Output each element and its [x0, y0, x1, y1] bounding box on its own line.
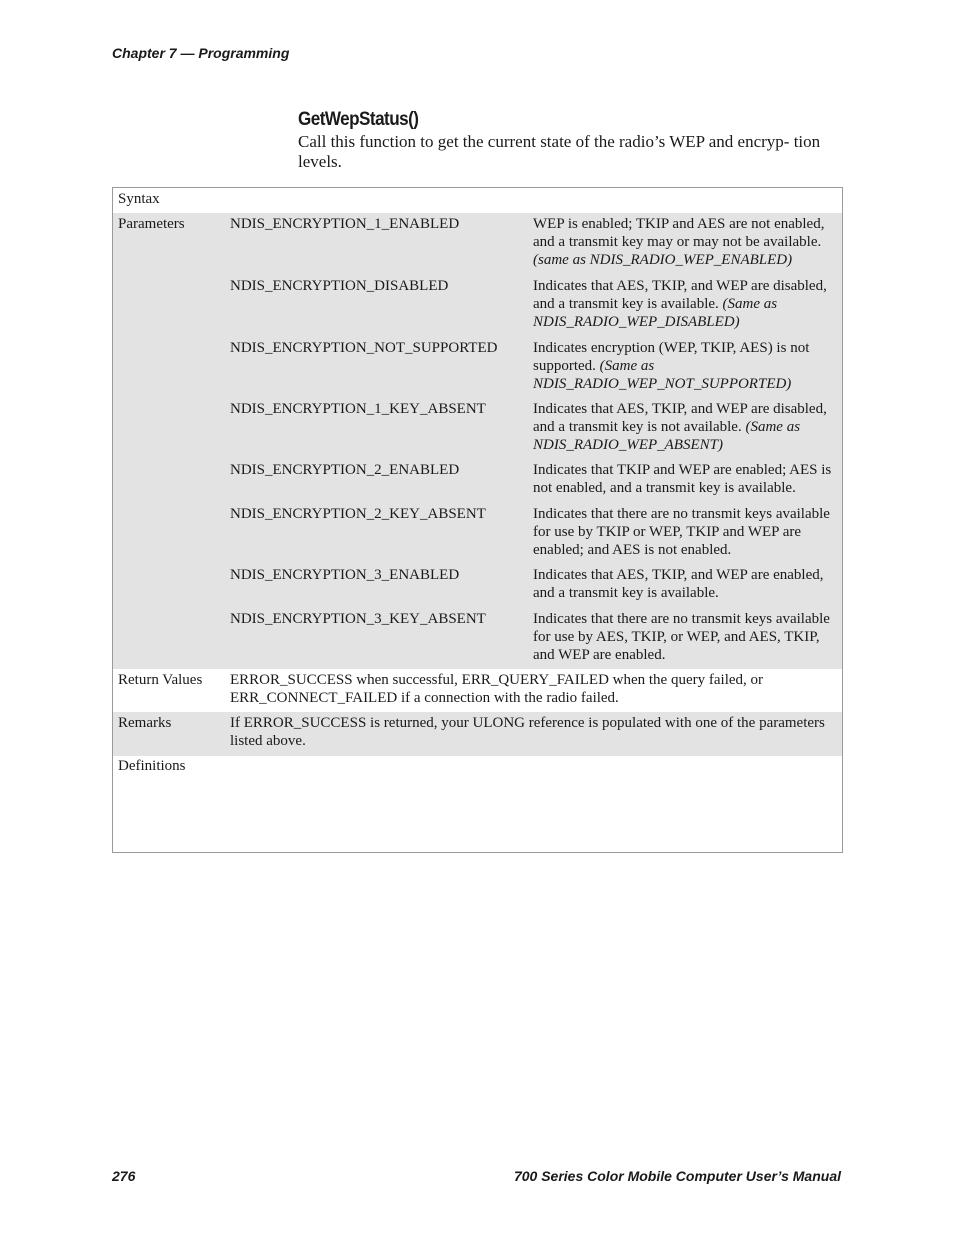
parameter-description — [533, 505, 839, 559]
parameter-description — [533, 339, 839, 393]
parameter-note: (Same as NDIS_RADIO_WEP_ABSENT) — [533, 419, 801, 453]
parameter-note: (Same as NDIS_RADIO_WEP_DISABLED) — [533, 296, 778, 330]
parameter-desc-text: Indicates that there are no transmit keys available for use by AES, TKIP, or WEP, and AES, TKIP, and WEP are enabled. — [533, 611, 830, 663]
function-description: Call this function to get the current state of the radio’s WEP and encryp- tion levels. — [298, 132, 821, 171]
parameter-name: NDIS_ENCRYPTION_3_ENABLED — [230, 567, 460, 583]
parameter-description — [533, 215, 839, 269]
parameter-name: NDIS_ENCRYPTION_2_ENABLED — [230, 462, 460, 478]
parameters-row — [113, 213, 842, 669]
definitions-row — [113, 756, 842, 852]
parameter-name: NDIS_ENCRYPTION_3_KEY_ABSENT — [230, 611, 486, 627]
parameter-desc-text: WEP is enabled; TKIP and AES are not enabled, and a transmit key may or may not be available. — [533, 216, 825, 250]
parameter-note: (same as NDIS_RADIO_WEP_ENABLED) — [533, 252, 793, 268]
remarks-label: Remarks — [118, 715, 172, 731]
parameter-name: NDIS_ENCRYPTION_1_ENABLED — [230, 216, 460, 232]
running-head: Chapter 7 — Programming — [112, 45, 290, 61]
parameter-description — [533, 461, 839, 497]
function-title: GetWepStatus() — [298, 109, 419, 130]
parameter-desc-text: Indicates that TKIP and WEP are enabled; AES is not enabled, and a transmit key is available. — [533, 462, 832, 496]
return-values-row — [113, 669, 842, 712]
parameter-name: NDIS_ENCRYPTION_2_KEY_ABSENT — [230, 506, 486, 522]
parameter-desc-text: Indicates that AES, TKIP, and WEP are enabled, and a transmit key is available. — [533, 567, 824, 601]
parameter-note: (Same as NDIS_RADIO_WEP_NOT_SUPPORTED) — [533, 358, 792, 392]
parameter-description — [533, 610, 839, 664]
parameters-label: Parameters — [118, 216, 185, 232]
parameter-name: NDIS_ENCRYPTION_NOT_SUPPORTED — [230, 340, 498, 356]
definitions-label: Definitions — [118, 758, 186, 774]
parameter-description — [533, 277, 839, 331]
page-number: 276 — [112, 1168, 136, 1184]
remarks-text: If ERROR_SUCCESS is returned, your ULONG reference is populated with one of the parameters listed above. — [230, 715, 825, 749]
parameter-description — [533, 566, 839, 602]
remarks-row — [113, 712, 842, 756]
api-reference-table — [112, 187, 843, 853]
parameter-description — [533, 400, 839, 454]
parameter-desc-text: Indicates that there are no transmit keys available for use by TKIP or WEP, TKIP and WEP are enabled; and AES is not enabled. — [533, 506, 830, 558]
syntax-row — [113, 188, 842, 213]
parameter-desc-text: Indicates that AES, TKIP, and WEP are disabled, and a transmit key is available. — [533, 278, 827, 312]
return-values-text: ERROR_SUCCESS when successful, ERR_QUERY_FAILED when the query failed, or ERR_CONNECT_FAILED if a connection with the radio failed. — [230, 672, 764, 706]
manual-title: 700 Series Color Mobile Computer User’s Manual — [513, 1168, 841, 1184]
parameter-name: NDIS_ENCRYPTION_DISABLED — [230, 278, 449, 294]
return-values-label: Return Values — [118, 672, 203, 688]
parameter-name: NDIS_ENCRYPTION_1_KEY_ABSENT — [230, 401, 486, 417]
parameter-desc-text: Indicates encryption (WEP, TKIP, AES) is not supported. — [533, 340, 810, 374]
parameter-desc-text: Indicates that AES, TKIP, and WEP are disabled, and a transmit key is not available. — [533, 401, 827, 435]
syntax-label: Syntax — [118, 191, 160, 207]
